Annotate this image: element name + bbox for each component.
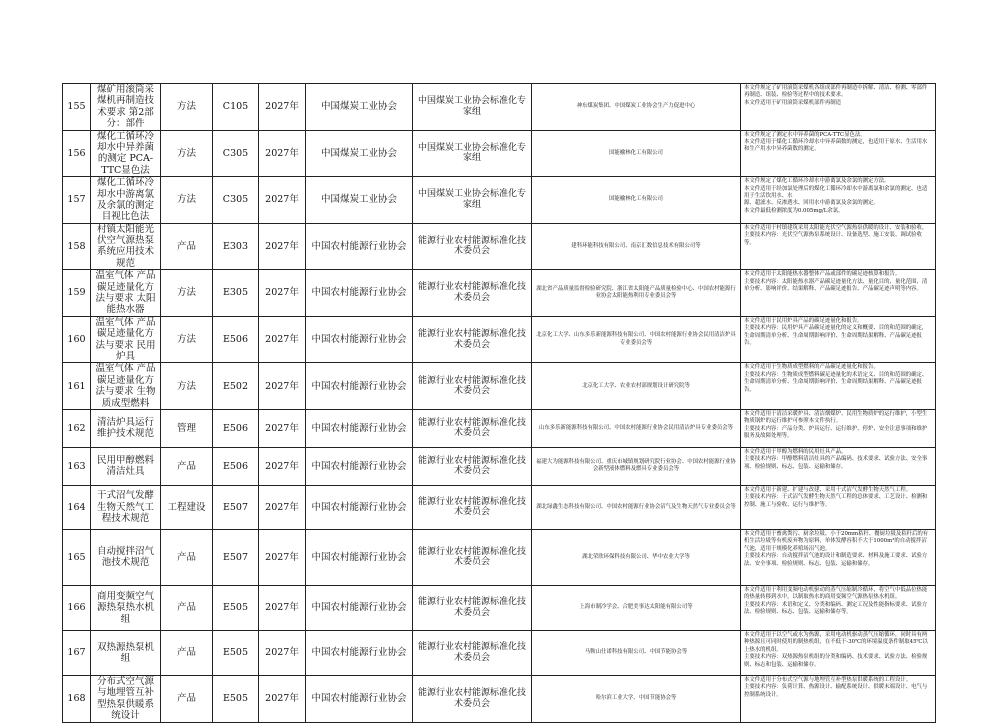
drafting-units: 北京化工大学、山东多乐新能源科技有限公司、中国农村能源行业协会民用清洁炉具专业委员会等 — [532, 316, 741, 363]
standards-table — [62, 83, 936, 723]
table-row — [63, 316, 936, 363]
completion-year: 2027年 — [259, 177, 306, 224]
organizing-body: 中国煤炭工业协会 — [306, 84, 413, 131]
scope-description — [741, 447, 936, 485]
completion-year: 2027年 — [259, 675, 306, 722]
standard-type: 方法 — [161, 363, 213, 410]
standard-name: 分布式空气源与地埋管互补型热泵供暖系统设计 — [91, 675, 161, 722]
drafting-units: 湖北绿鑫生态科技有限公司、中国农村能源行业协会沼气及生物天然气专业委员会等 — [532, 485, 741, 529]
drafting-units: 建科环能科技有限公司、南京汇数信息技术有限公司等 — [532, 223, 741, 270]
classification-code: E303 — [213, 223, 259, 270]
organizing-body: 中国农村能源行业协会 — [306, 447, 413, 485]
scope-line: 本文件适用于以空气或水为热源，采用电动机驱动蒸气压缩循环，同时具有两种热源且可同时使用的制热机组，在不低于-30℃的环境温度条件制取45℃以上热水的机组。 — [744, 631, 928, 653]
standard-type: 方法 — [161, 316, 213, 363]
completion-year: 2027年 — [259, 585, 306, 630]
scope-description — [741, 585, 936, 630]
drafting-units: 马鞍山仕诺科技有限公司、中国节能协会等 — [532, 630, 741, 675]
scope-description — [741, 675, 936, 722]
technical-committee: 能源行业农村能源标准化技术委员会 — [413, 447, 532, 485]
table-row — [63, 270, 936, 317]
standard-name: 自动搅拌沼气池技术规范 — [91, 529, 161, 585]
drafting-units: 湖北荣欣环保科技有限公司、华中农业大学等 — [532, 529, 741, 585]
scope-line: 主要技术内容：自动搅拌沼气池的设计和制造要求、材料及施工要求、试验方法、安全事项、检验规则、标志、包装、运输和储存。 — [744, 553, 928, 567]
scope-line: 本文件适用于甲醇为燃料的民用灶具产品。 — [744, 448, 847, 455]
completion-year: 2027年 — [259, 316, 306, 363]
standard-type: 产品 — [161, 585, 213, 630]
organizing-body: 中国农村能源行业协会 — [306, 363, 413, 410]
table-row — [63, 529, 936, 585]
organizing-body: 中国农村能源行业协会 — [306, 223, 413, 270]
standard-name: 温室气体 产品碳足迹量化方法与要求 民用炉具 — [91, 316, 161, 363]
standard-name: 煤化工循环冷却水中游离氯及余氯的测定 目视比色法 — [91, 177, 161, 224]
standard-type: 产品 — [161, 630, 213, 675]
organizing-body: 中国农村能源行业协会 — [306, 270, 413, 317]
technical-committee: 能源行业农村能源标准化技术委员会 — [413, 363, 532, 410]
organizing-body: 中国农村能源行业协会 — [306, 630, 413, 675]
table-row — [63, 363, 936, 410]
table-row — [63, 223, 936, 270]
technical-committee: 中国煤炭工业协会标准化专家组 — [413, 84, 532, 131]
scope-line: 本文件适用于分布式空气源与地埋管互补型热泵供暖系统的工程设计。 — [744, 676, 912, 683]
scope-line: 主要技术内容：生物质成型燃料碳足迹量化的术语定义、目的和范围的确定、生命周期清单分析、生命周期影响评价、生命周期结果解释、产品碳足迹报告。 — [744, 371, 928, 393]
standard-type: 方法 — [161, 270, 213, 317]
organizing-body: 中国农村能源行业协会 — [306, 529, 413, 585]
table-row — [63, 675, 936, 722]
classification-code: C305 — [213, 177, 259, 224]
standard-type: 产品 — [161, 675, 213, 722]
organizing-body: 中国农村能源行业协会 — [306, 585, 413, 630]
standard-name: 双热源热泵机组 — [91, 630, 161, 675]
table-body — [63, 84, 936, 723]
standard-type: 管理 — [161, 409, 213, 447]
technical-committee: 能源行业农村能源标准化技术委员会 — [413, 675, 532, 722]
scope-description — [741, 177, 936, 224]
row-number: 155 — [63, 84, 91, 131]
row-number: 161 — [63, 363, 91, 410]
drafting-units: 上海市制冷学会、合肥美事达太阳能有限公司等 — [532, 585, 741, 630]
classification-code: E506 — [213, 316, 259, 363]
standard-type: 产品 — [161, 223, 213, 270]
scope-line: 主要技术内容：干式沼气发酵生物天然气工程的总体要求、工艺设计、检测和控制、施工与验收、运行与维护等。 — [744, 494, 928, 508]
scope-line: 本文件适用于畜禽粪污、厨余垃圾、小于20mm秸秆、餐厨垃圾及秸秆后的有机生活垃圾等有机废弃物为原料，单体发酵容积不大于1000m³的自动搅拌沼气池，适用于规模化养殖场沼气池。 — [744, 530, 929, 552]
scope-line: 本文件适用于太阳能热水器整体产品或部件的碳足迹核算和报告。 — [744, 271, 901, 278]
scope-line: 本文件适用于经加氯处理后的煤化工循环冷却水中游离氯和余氯的测定，也适用于生活饮用水、水 — [744, 185, 928, 200]
scope-description — [741, 223, 936, 270]
table-row — [63, 409, 936, 447]
scope-line: 本文件适用于矿用滚筒采煤机部件再制造 — [744, 99, 842, 106]
scope-description — [741, 485, 936, 529]
scope-line: 主要技术内容：双热源热泵机组的分类和编码、技术要求、试验方法、检验规则、标志和包装、运输和储存。 — [744, 654, 928, 668]
scope-line: 主要技术内容：负荷计算、热源设计、输配系统设计、供暖末端设计、电气与控制系统设计。 — [744, 684, 928, 698]
technical-committee: 能源行业农村能源标准化技术委员会 — [413, 485, 532, 529]
scope-description — [741, 363, 936, 410]
completion-year: 2027年 — [259, 130, 306, 177]
scope-description — [741, 84, 936, 131]
completion-year: 2027年 — [259, 409, 306, 447]
row-number: 156 — [63, 130, 91, 177]
completion-year: 2027年 — [259, 447, 306, 485]
row-number: 158 — [63, 223, 91, 270]
classification-code: E305 — [213, 270, 259, 317]
standard-name: 干式沼气发酵生物天然气工程技术规范 — [91, 485, 161, 529]
drafting-units: 湖北省产品质量监督检验研究院、浙江省太阳能产品质量检验中心、中国农村能源行业协会太阳能热利用专业委员会等 — [532, 270, 741, 317]
completion-year: 2027年 — [259, 84, 306, 131]
completion-year: 2027年 — [259, 223, 306, 270]
row-number: 165 — [63, 529, 91, 585]
drafting-units: 北京化工大学、农业农村部规划设计研究院等 — [532, 363, 741, 410]
drafting-units: 国能榆林化工有限公司 — [532, 130, 741, 177]
technical-committee: 能源行业农村能源标准化技术委员会 — [413, 585, 532, 630]
classification-code: E507 — [213, 529, 259, 585]
standard-name: 清洁炉具运行维护技术规范 — [91, 409, 161, 447]
technical-committee: 中国煤炭工业协会标准化专家组 — [413, 177, 532, 224]
standard-name: 温室气体 产品碳足迹量化方法与要求 太阳能热水器 — [91, 270, 161, 317]
technical-committee: 能源行业农村能源标准化技术委员会 — [413, 529, 532, 585]
row-number: 167 — [63, 630, 91, 675]
scope-line: 主要技术内容：光伏空气源热泵系统设计、设备选型、施工安装、调试验收等。 — [744, 232, 922, 246]
classification-code: E506 — [213, 447, 259, 485]
completion-year: 2027年 — [259, 363, 306, 410]
organizing-body: 中国煤炭工业协会 — [306, 177, 413, 224]
organizing-body: 中国农村能源行业协会 — [306, 316, 413, 363]
row-number: 157 — [63, 177, 91, 224]
scope-line: 本文件最低检测浓度为0.005mg/L余氯。 — [744, 207, 844, 214]
drafting-units: 哈尔滨工业大学、中国节能协会等 — [532, 675, 741, 722]
classification-code: C305 — [213, 130, 259, 177]
organizing-body: 中国农村能源行业协会 — [306, 409, 413, 447]
scope-description — [741, 130, 936, 177]
scope-description — [741, 270, 936, 317]
standard-name: 民用甲醇燃料清洁灶具 — [91, 447, 161, 485]
classification-code: E507 — [213, 485, 259, 529]
classification-code: E505 — [213, 585, 259, 630]
standard-type: 方法 — [161, 177, 213, 224]
table-row — [63, 177, 936, 224]
standard-type: 工程建设 — [161, 485, 213, 529]
technical-committee: 能源行业农村能源标准化技术委员会 — [413, 409, 532, 447]
standard-name: 温室气体 产品碳足迹量化方法与要求 生物质成型燃料 — [91, 363, 161, 410]
scope-description — [741, 630, 936, 675]
scope-line: 本文件适用于清洁采暖炉具、清洁烟煤炉、民用生物质炉的运行维护，小型生物质锅炉的运行维护可参照本文件执行。 — [744, 410, 928, 425]
scope-line: 本文件适用于利用变频电动机驱动的蒸气压缩制冷循环，将空气中低品位热能的热量转移到水中，以制取热水的商用变频空气源热泵热水机组。 — [744, 586, 928, 601]
scope-line: 本文件适用于生物质成型燃料的产品碳足迹量化和报告。 — [744, 364, 879, 371]
drafting-units: 神东煤炭集团、中国煤炭工业协会生产力促进中心 — [532, 84, 741, 131]
drafting-units: 国能榆林化工有限公司 — [532, 177, 741, 224]
classification-code: C105 — [213, 84, 259, 131]
scope-line: 本文件适用于民用炉具产品的碳足迹量化和报告。 — [744, 317, 863, 324]
scope-line: 主要技术内容：民用炉具产品碳足迹量化的定义和概要、目的和范围的确定，生命周期清单分析、生命周期影响评价、生命周期结果解释、产品碳足迹报告。 — [744, 325, 928, 347]
standard-name: 煤矿用滚筒采煤机再制造技术要求 第2部分：部件 — [91, 84, 161, 131]
scope-description — [741, 529, 936, 585]
completion-year: 2027年 — [259, 485, 306, 529]
scope-line: 主要技术内容：术语和定义、分类和编码、测定工况及性能指标要求、试验方法、检验规则、标志、包装、运输和储存等。 — [744, 601, 928, 616]
classification-code: E505 — [213, 675, 259, 722]
drafting-units: 福建大为能源科技有限公司、重庆市城镇规划研究院行业协会、中国农村能源行业协会新型液体燃料及燃具专业委员会等 — [532, 447, 741, 485]
row-number: 160 — [63, 316, 91, 363]
scope-description — [741, 409, 936, 447]
table-row — [63, 485, 936, 529]
standard-name: 商用变频空气源热泵热水机组 — [91, 585, 161, 630]
classification-code: E505 — [213, 630, 259, 675]
scope-line: 主要技术内容：产品分类、炉具运行、运行维护、停炉、安全注意事项和维护服务及故障处理等。 — [744, 425, 928, 440]
row-number: 163 — [63, 447, 91, 485]
table-row — [63, 130, 936, 177]
table-row — [63, 447, 936, 485]
standard-type: 方法 — [161, 130, 213, 177]
scope-line: 本文件规定了测定水中异养菌的PCA-TTC显色法。 — [744, 131, 866, 138]
classification-code: E502 — [213, 363, 259, 410]
scope-line: 主要技术内容：甲醇燃料清洁灶具的产品编码、技术要求、试验方法、安全事项、检验规则、标志、包装、运输和储存。 — [744, 456, 928, 470]
classification-code: E506 — [213, 409, 259, 447]
standard-type: 产品 — [161, 447, 213, 485]
completion-year: 2027年 — [259, 529, 306, 585]
technical-committee: 中国煤炭工业协会标准化专家组 — [413, 130, 532, 177]
scope-line: 本文件适用于新建、扩建与改建、采用干式沼气发酵生物天然气工程。 — [744, 486, 912, 493]
standard-type: 产品 — [161, 529, 213, 585]
organizing-body: 中国农村能源行业协会 — [306, 485, 413, 529]
standard-type: 方法 — [161, 84, 213, 131]
scope-line: 本文件适用于煤化工循环冷却水中异养菌数的测定，也适用于原水、生活用水和生产用水中异养菌数的测定。 — [744, 139, 928, 153]
row-number: 166 — [63, 585, 91, 630]
completion-year: 2027年 — [259, 630, 306, 675]
drafting-units: 山东多乐新能源科技有限公司、中国农村能源行业协会民用清洁炉具专业委员会等 — [532, 409, 741, 447]
organizing-body: 中国煤炭工业协会 — [306, 130, 413, 177]
row-number: 168 — [63, 675, 91, 722]
table-row — [63, 84, 936, 131]
scope-line: 主要技术内容：太阳能热水器产品碳足迹量化方法、量化目的、量化范围、清单分析、影响评价、结果解释、产品碳足迹报告、产品碳足迹声明等内容。 — [744, 278, 928, 293]
row-number: 159 — [63, 270, 91, 317]
scope-line: 源、超滤水、反渗透水、回用水中游离氯及余氯的测定。 — [744, 200, 879, 207]
technical-committee: 能源行业农村能源标准化技术委员会 — [413, 316, 532, 363]
table-row — [63, 630, 936, 675]
table-row — [63, 585, 936, 630]
row-number: 164 — [63, 485, 91, 529]
technical-committee: 能源行业农村能源标准化技术委员会 — [413, 270, 532, 317]
technical-committee: 能源行业农村能源标准化技术委员会 — [413, 223, 532, 270]
organizing-body: 中国农村能源行业协会 — [306, 675, 413, 722]
scope-line: 本文件适用于村镇建筑采用太阳能光伏空气源热泵供暖的设计、安装和验收。 — [744, 224, 928, 231]
completion-year: 2027年 — [259, 270, 306, 317]
row-number: 162 — [63, 409, 91, 447]
scope-line: 本文件规定了矿用滚筒采煤机各组成部件再制造中拆解、清洁、检测、零部件再制造、组装、检验等过程中的技术要求。 — [744, 85, 928, 99]
scope-line: 本文件规定了煤化工循环冷却水中游离氯及余氯的测定方法。 — [744, 178, 890, 185]
standard-name: 煤化工循环冷却水中异养菌的测定 PCA-TTC显色法 — [91, 130, 161, 177]
standard-name: 村镇太阳能光伏空气源热泵系统应用技术规范 — [91, 223, 161, 270]
scope-description — [741, 316, 936, 363]
technical-committee: 能源行业农村能源标准化技术委员会 — [413, 630, 532, 675]
